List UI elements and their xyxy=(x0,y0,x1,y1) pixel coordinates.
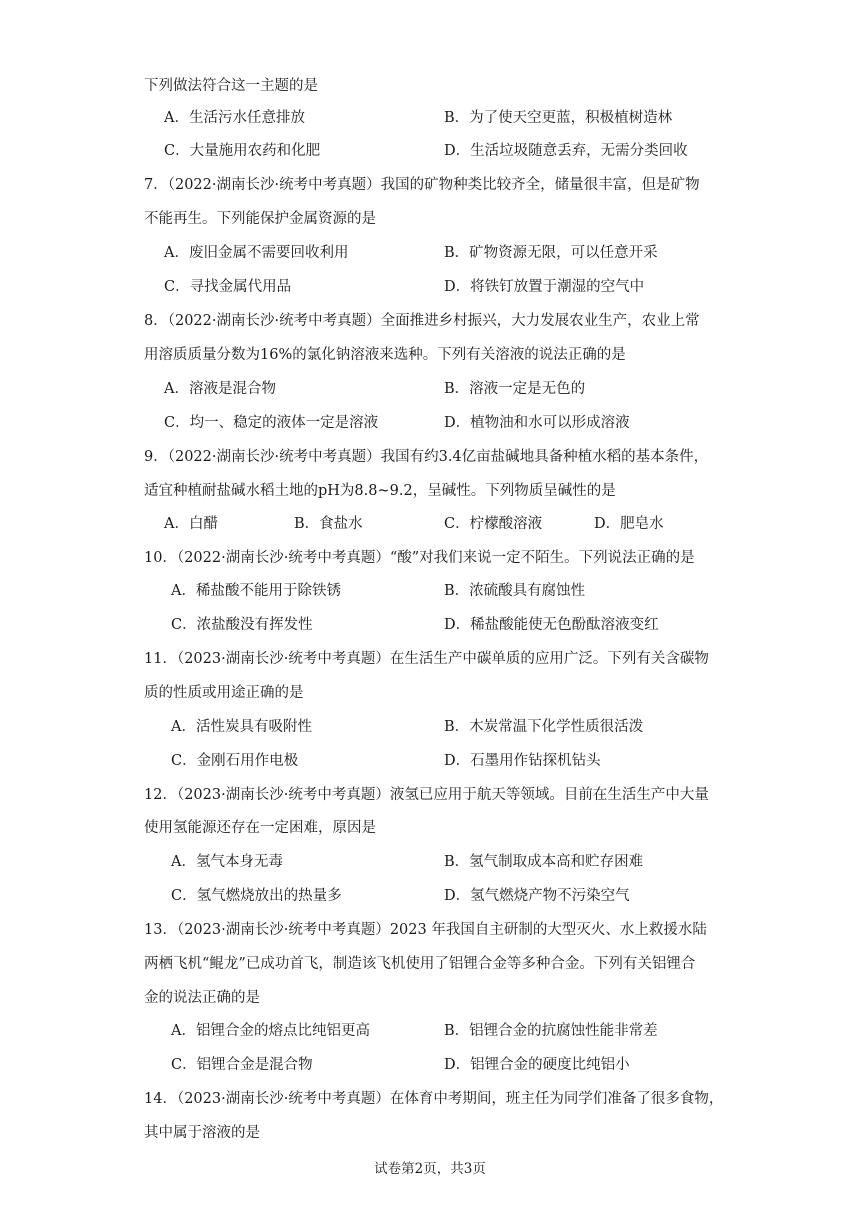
q6-option-d: D．生活垃圾随意丢弃，无需分类回收 xyxy=(444,143,688,159)
q12-option-c: C．氢气燃烧放出的热量多 xyxy=(171,888,342,904)
q9-option-a: A．白醋 xyxy=(164,516,218,532)
q13-stem-line2: 两栖飞机“鲲龙”已成功首飞，制造该飞机使用了铝锂合金等多种合金。下列有关铝锂合 xyxy=(144,956,696,972)
q8-option-d: D．植物油和水可以形成溶液 xyxy=(444,415,630,431)
q8-option-b: B．溶液一定是无色的 xyxy=(444,381,586,397)
q10-option-a: A．稀盐酸不能用于除铁锈 xyxy=(171,583,341,599)
q7-stem-line1: 7．（2022·湖南长沙·统考中考真题）我国的矿物种类比较齐全，储量很丰富，但是矿物 xyxy=(144,177,700,193)
q13-option-d: D．铝锂合金的硬度比纯铝小 xyxy=(444,1057,630,1073)
q14-stem-line2: 其中属于溶液的是 xyxy=(144,1125,260,1141)
q13-stem-line1: 13．（2023·湖南长沙·统考中考真题）2023 年我国自主研制的大型灭火、水上救援水陆 xyxy=(144,922,707,938)
q8-stem-line2: 用溶质质量分数为16%的氯化钠溶液来选种。下列有关溶液的说法正确的是 xyxy=(144,347,626,363)
q8-option-c: C．均一、稳定的液体一定是溶液 xyxy=(164,415,379,431)
q12-option-d: D．氢气燃烧产物不污染空气 xyxy=(444,888,630,904)
q10-option-d: D．稀盐酸能使无色酚酞溶液变红 xyxy=(444,617,659,633)
q7-stem-line2: 不能再生。下列能保护金属资源的是 xyxy=(144,211,376,227)
q9-option-c: C．柠檬酸溶液 xyxy=(444,516,543,532)
q11-option-d: D．石墨用作钻探机钻头 xyxy=(444,753,601,769)
q10-option-b: B．浓硫酸具有腐蚀性 xyxy=(444,583,586,599)
q8-option-a: A．溶液是混合物 xyxy=(164,381,276,397)
q10-stem-line1: 10．（2022·湖南长沙·统考中考真题）“酸”对我们来说一定不陌生。下列说法正确的是 xyxy=(144,550,695,566)
q7-option-c: C．寻找金属代用品 xyxy=(164,279,292,295)
q12-stem-line1: 12．（2023·湖南长沙·统考中考真题）液氢已应用于航天等领域。目前在生活生产中大量 xyxy=(144,787,709,803)
q13-stem-line3: 金的说法正确的是 xyxy=(144,990,260,1006)
q13-option-c: C．铝锂合金是混合物 xyxy=(171,1057,313,1073)
q9-stem-line2: 适宜种植耐盐碱水稻土地的pH为8.8~9.2，呈碱性。下列物质呈碱性的是 xyxy=(144,483,616,499)
q9-option-d: D．肥皂水 xyxy=(594,516,664,532)
q7-option-d: D．将铁钉放置于潮湿的空气中 xyxy=(444,279,645,295)
q10-option-c: C．浓盐酸没有挥发性 xyxy=(171,617,313,633)
q11-stem-line1: 11．（2023·湖南长沙·统考中考真题）在生活生产中碳单质的应用广泛。下列有关含碳物 xyxy=(144,651,709,667)
q12-stem-line2: 使用氢能源还存在一定困难，原因是 xyxy=(144,820,376,836)
q12-option-b: B．氢气制取成本高和贮存困难 xyxy=(444,854,644,870)
q9-stem-line1: 9．（2022·湖南长沙·统考中考真题）我国有约3.4亿亩盐碱地具备种植水稻的基本条件， xyxy=(144,449,709,465)
q7-option-b: B．矿物资源无限，可以任意开采 xyxy=(444,245,658,261)
page-footer: 试卷第2页，共3页 xyxy=(374,1161,486,1177)
q6-option-b: B．为了使天空更蓝，积极植树造林 xyxy=(444,110,673,126)
q11-option-c: C．金刚石用作电极 xyxy=(171,753,299,769)
q6-option-c: C．大量施用农药和化肥 xyxy=(164,143,321,159)
q6-option-a: A．生活污水任意排放 xyxy=(164,110,305,126)
q13-option-a: A．铝锂合金的熔点比纯铝更高 xyxy=(171,1023,370,1039)
q14-stem-line1: 14．（2023·湖南长沙·统考中考真题）在体育中考期间，班主任为同学们准备了很多食物， xyxy=(144,1091,724,1107)
q12-option-a: A．氢气本身无毒 xyxy=(171,854,283,870)
q11-stem-line2: 质的性质或用途正确的是 xyxy=(144,685,304,701)
q8-stem-line1: 8．（2022·湖南长沙·统考中考真题）全面推进乡村振兴，大力发展农业生产，农业上常 xyxy=(144,313,700,329)
q11-option-a: A．活性炭具有吸附性 xyxy=(171,719,312,735)
q6-stem-tail: 下列做法符合这一主题的是 xyxy=(144,78,318,94)
q7-option-a: A．废旧金属不需要回收利用 xyxy=(164,245,349,261)
q9-option-b: B．食盐水 xyxy=(294,516,363,532)
q11-option-b: B．木炭常温下化学性质很活泼 xyxy=(444,719,644,735)
q13-option-b: B．铝锂合金的抗腐蚀性能非常差 xyxy=(444,1023,658,1039)
